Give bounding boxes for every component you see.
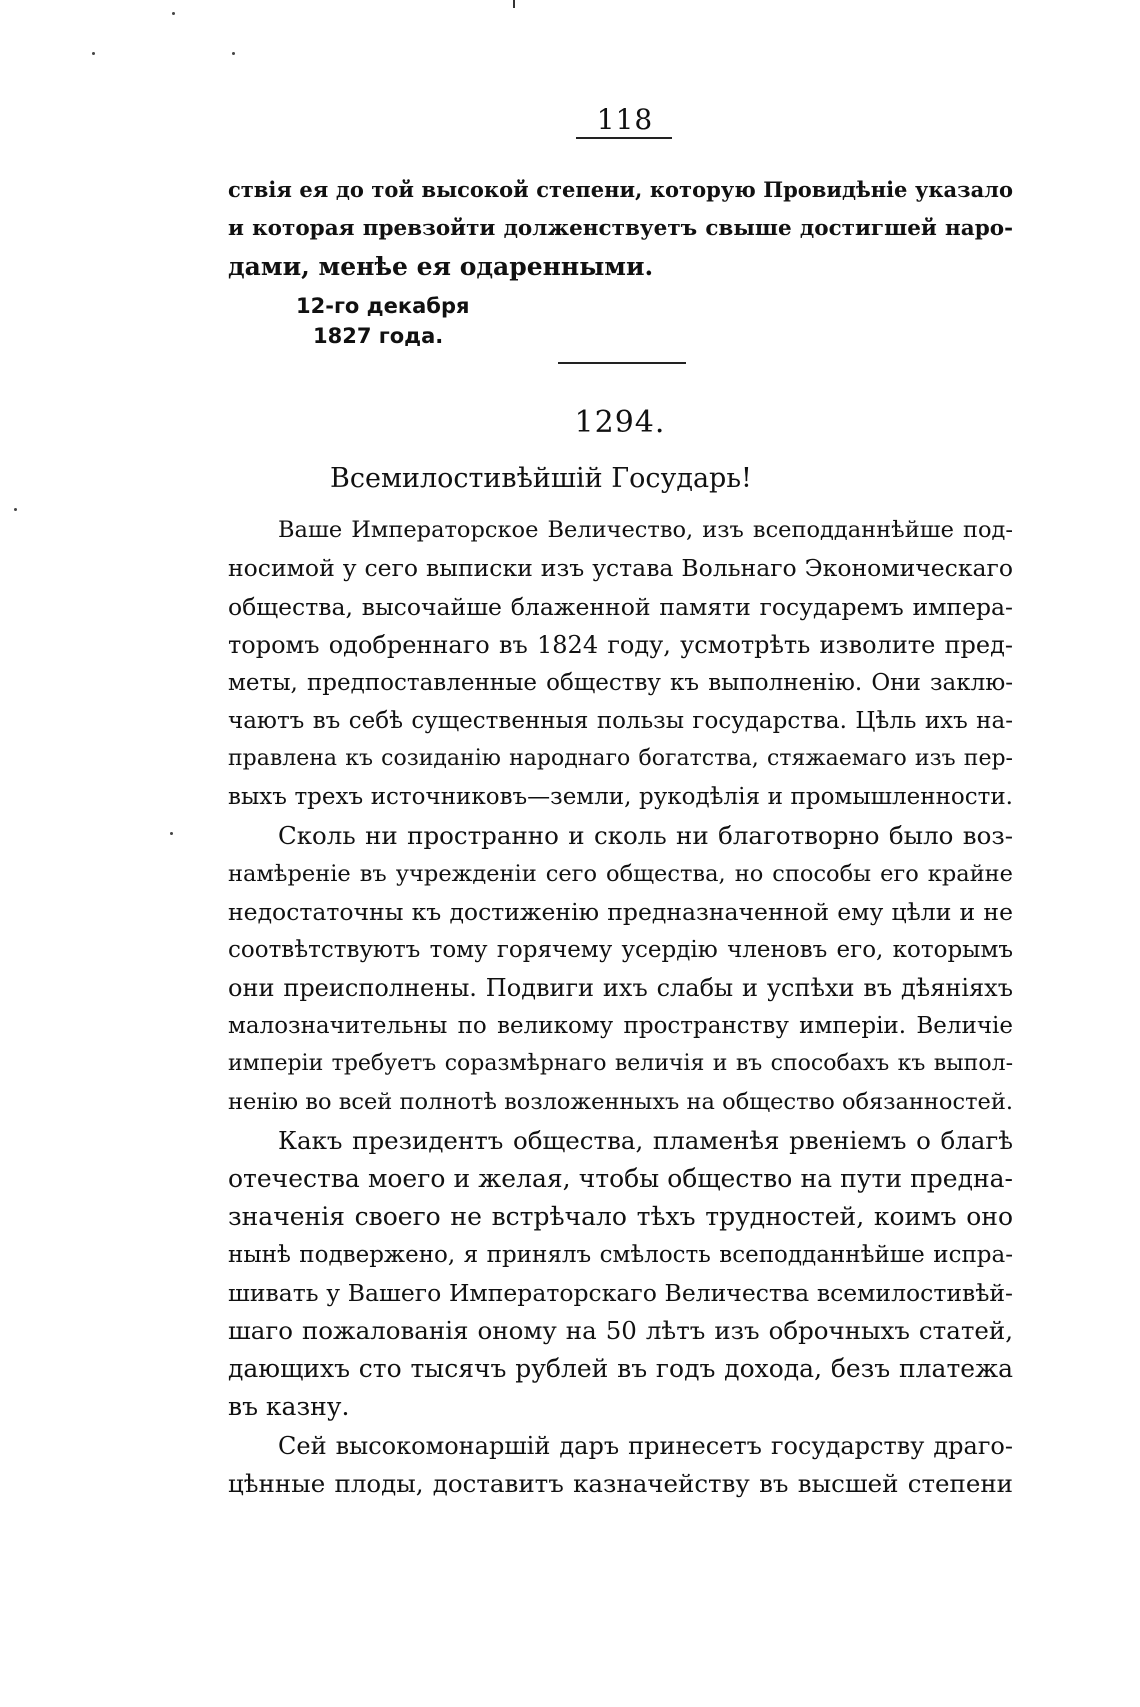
scan-edge-mark [513,0,515,8]
text-line: нынѣ подвержено, я принялъ смѣлость всеподданнѣйше испра- [228,1242,1013,1268]
text-line: Ваше Императорское Величество, изъ всеподданнѣйше под- [278,517,1013,543]
text-line: ствія ея до той высокой степени, которую Провидѣніе указало [228,177,1013,202]
text-line: дающихъ сто тысячъ рублей въ годъ дохода, безъ платежа [228,1354,1013,1383]
text-line: Сколь ни пространно и сколь ни благотворно было воз- [278,821,1013,850]
text-line: отечества моего и желая, чтобы общество на пути предна- [228,1164,1013,1193]
text-line: меты, предпоставленные обществу къ выполненію. Они заклю- [228,670,1013,696]
text-line: шивать у Вашего Императорскаго Величества всемилостивѣй- [228,1279,1013,1307]
text-line: дами, менѣе ея одаренными. [228,252,654,281]
scan-speck [170,832,173,835]
text-line: Сей высокомонаршій даръ принесетъ государству драго- [278,1432,1013,1460]
text-line: значенія своего не встрѣчало тѣхъ трудностей, коимъ оно [228,1202,1013,1231]
scan-speck [172,12,175,15]
text-line: они преисполнены. Подвиги ихъ слабы и успѣхи въ дѣяніяхъ [228,974,1013,1002]
text-line: имперіи требуетъ соразмѣрнаго величія и въ способахъ къ выпол- [228,1051,1013,1076]
scan-speck [14,508,17,511]
text-line: въ казну. [228,1392,350,1421]
text-line: торомъ одобреннаго въ 1824 году, усмотрѣть изволите пред- [228,631,1013,659]
text-line: цѣнные плоды, доставитъ казначейству въ высшей степени [228,1469,1013,1498]
text-line: малозначительны по великому пространству имперіи. Величіе [228,1013,1013,1039]
text-line: и которая превзойти долженствуетъ свыше достигшей наро- [228,216,1013,241]
text-line: правлена къ созиданію народнаго богатства, стяжаемаго изъ пер- [228,746,1013,771]
text-line: шаго пожалованія оному на 50 лѣтъ изъ оброчныхъ статей, [228,1316,1013,1345]
document-number: 1294. [574,405,666,440]
scan-speck [232,52,235,55]
section-separator [558,362,686,364]
text-line: Какъ президентъ общества, пламенѣя рвеніемъ о благѣ [278,1126,1013,1155]
text-line: общества, высочайше блаженной памяти государемъ импера- [228,593,1013,621]
text-line: ненію во всей полнотѣ возложенныхъ на общество обязанностей. [228,1089,1013,1115]
text-line: соотвѣтствуютъ тому горячему усердію членовъ его, которымъ [228,937,1013,963]
salutation: Всемилостивѣйшій Государь! [330,463,752,494]
text-line: чаютъ въ себѣ существенныя пользы государства. Цѣль ихъ на- [228,708,1013,734]
page-number-rule [576,137,672,139]
text-line: носимой у сего выписки изъ устава Вольнаго Экономическаго [228,554,1013,582]
date-year: 1827 года. [313,324,444,348]
page-number: 118 [596,103,654,136]
date-day: 12-го декабря [296,294,470,318]
text-line: выхъ трехъ источниковъ—земли, рукодѣлія и промышленности. [228,784,1013,810]
text-line: намѣреніе въ учрежденіи сего общества, но способы его крайне [228,861,1013,887]
text-line: недостаточны къ достиженію предназначенной ему цѣли и не [228,898,1013,926]
scan-speck [92,52,95,55]
